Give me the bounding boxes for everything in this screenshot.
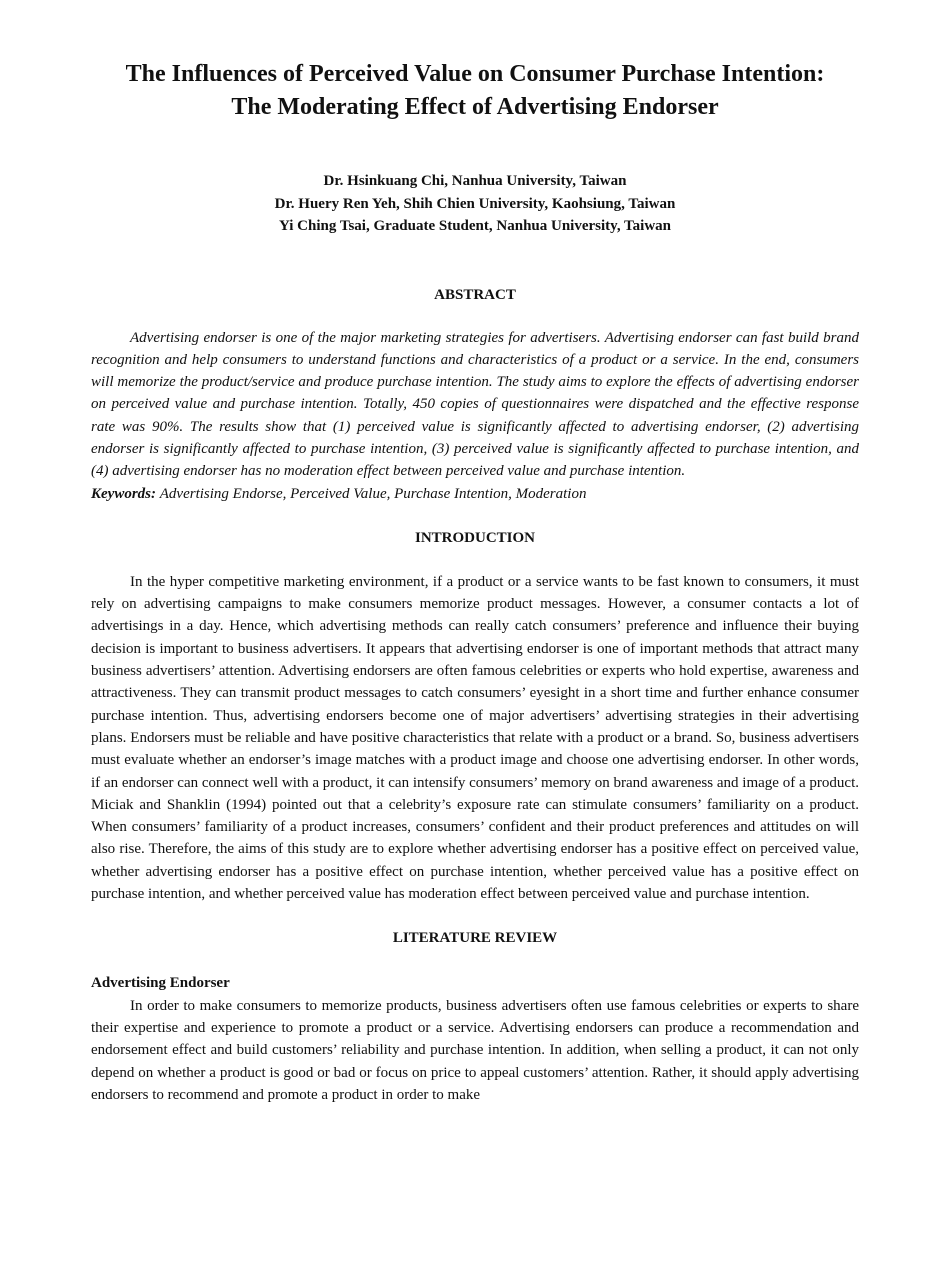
title-line-1: The Influences of Perceived Value on Consumer Purchase Intention: <box>125 61 825 87</box>
author-list <box>91 170 859 238</box>
author-line: Dr. Huery Ren Yeh, Shih Chien University, Kaohsiung, Taiwan <box>274 195 676 212</box>
author-line: Dr. Hsinkuang Chi, Nanhua University, Taiwan <box>323 173 627 189</box>
paper-title <box>91 58 859 124</box>
subsection-heading: Advertising Endorser <box>91 975 230 992</box>
keywords-label: Keywords: <box>91 485 156 502</box>
abstract-heading: ABSTRACT <box>434 286 516 303</box>
literature-paragraph: In order to make consumers to memorize products, business advertisers often use famous celebrities or experts to share their expertise and experience to promote a product or a service. Advertising endorsers can produce a recommendation and endorsement effect and build customers’ reliability and purchase intention. In addition, when selling a product, it can not only depend on whether a product is good or bad or focus on price to appeal customers’ attention. Rather, it should apply advertising endorsers to recommend and promote a product in order to make <box>91 997 859 1103</box>
keywords-text: Advertising Endorse, Perceived Value, Purchase Intention, Moderation <box>159 485 587 502</box>
introduction-heading: INTRODUCTION <box>414 529 535 546</box>
introduction-paragraph: In the hyper competitive marketing environment, if a product or a service wants to be fast known to consumers, it must rely on advertising campaigns to make consumers memorize product messages. However, a consumer contacts a lot of advertisings in a day. Hence, which advertising methods can really catch consumers’ preference and influence their buying decision is important to business advertisers. It appears that advertising endorser is one of important methods that attract many business advertisers’ attention. Advertising endorsers are often famous celebrities or experts who hold expertise, awareness and attractiveness. They can transmit product messages to catch consumers’ eyesight in a short time and further enhance consumer purchase intention. Thus, advertising endorsers become one of major advertisers’ advertising strategies in their advertising plans. Endorsers must be reliable and have positive characteristics that relate with a product or a brand. So, business advertisers must evaluate whether an endorser’s image matches with a product image and choose one advertising endorser. In other words, if an endorser can connect well with a product, it can intensify consumers’ memory on brand awareness and image of a product. Miciak and Shanklin (1994) pointed out that a celebrity’s exposure rate can stimulate consumers’ familiarity on a product. When consumers’ familiarity of a product increases, consumers’ confident and their product preferences and attitudes on will also rise. Therefore, the aims of this study are to explore whether advertising endorser has a positive effect on perceived value, whether advertising endorser has a positive effect on purchase intention, whether perceived value has a positive effect on purchase intention, and whether perceived value has moderation effect between perceived value and purchase intention. <box>91 573 859 903</box>
keywords-line <box>91 483 859 505</box>
author-line: Yi Ching Tsai, Graduate Student, Nanhua University, Taiwan <box>278 218 672 234</box>
abstract-paragraph: Advertising endorser is one of the major marketing strategies for advertisers. Advertising endorser can fast build brand recognition and help consumers to understand functions and characteristics of a product or a service. In the end, consumers will memorize the product/service and produce purchase intention. The study aims to explore the effects of advertising endorser on perceived value and purchase intention. Totally, 450 copies of questionnaires were dispatched and the effective response rate was 90%. The results show that (1) perceived value is significantly affected to advertising endorser, (2) advertising endorser is significantly affected to purchase intention, (3) perceived value is significantly affected to purchase intention, and (4) advertising endorser has no moderation effect between perceived value and purchase intention. <box>91 329 859 480</box>
literature-review-heading: LITERATURE REVIEW <box>392 930 558 947</box>
title-line-2: The Moderating Effect of Advertising Endorser <box>231 94 719 120</box>
